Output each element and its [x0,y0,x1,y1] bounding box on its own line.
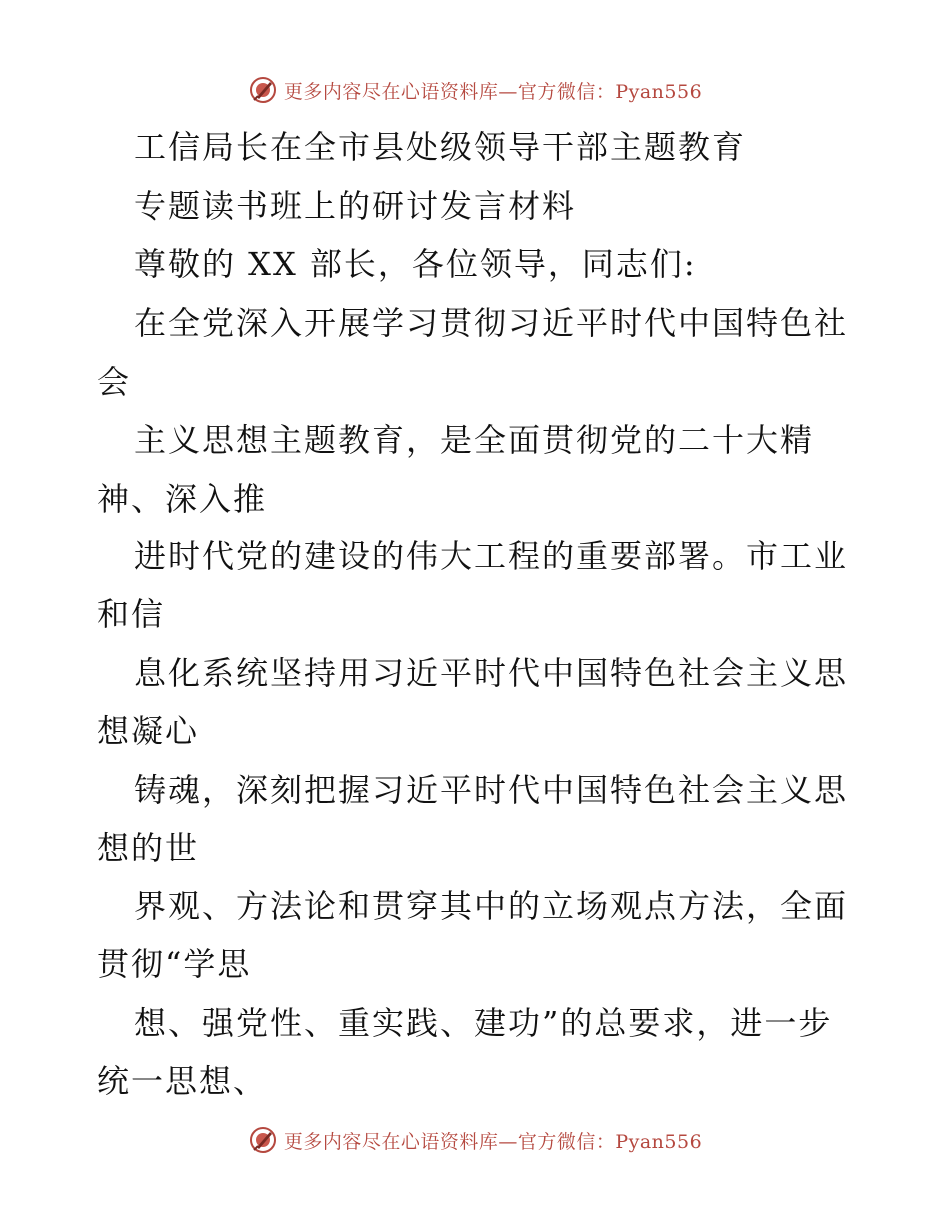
paragraph-line: 界观、方法论和贯穿其中的立场观点方法，全面 [134,887,849,925]
paragraph-line: 在全党深入开展学习贯彻习近平时代中国特色社 [134,304,849,342]
watermark-text: 更多内容尽在心语资料库—官方微信：Pyan556 [283,1130,703,1153]
paragraph-line: 贯彻“学思 [97,945,252,983]
paragraph-line: 想的世 [97,829,200,867]
paragraph-line: 主义思想主题教育，是全面贯彻党的二十大精 [134,421,815,459]
watermark-text: 更多内容尽在心语资料库—官方微信：Pyan556 [283,80,703,103]
paragraph-line: 息化系统坚持用习近平时代中国特色社会主义思 [134,654,849,692]
paragraph-line: 统一思想、 [97,1062,268,1100]
paragraph-line: 神、深入推 [97,480,268,518]
paragraph-line: 铸魂，深刻把握习近平时代中国特色社会主义思 [134,771,849,809]
bottom-watermark-banner [0,1120,950,1160]
paragraph-line: 会 [97,363,132,401]
paragraph-line: 想、强党性、重实践、建功”的总要求，进一步 [134,1004,833,1042]
paragraph-line: 进时代党的建设的伟大工程的重要部署。市工业 [134,537,849,575]
title-line-1: 工信局长在全市县处级领导干部主题教育 [134,128,747,166]
paragraph-line: 和信 [97,595,166,633]
salutation: 尊敬的 XX 部长，各位领导，同志们: [134,245,697,283]
quill-seal-icon [248,1125,278,1155]
paragraph-line: 想凝心 [97,712,200,750]
title-line-2: 专题读书班上的研讨发言材料 [134,187,577,225]
